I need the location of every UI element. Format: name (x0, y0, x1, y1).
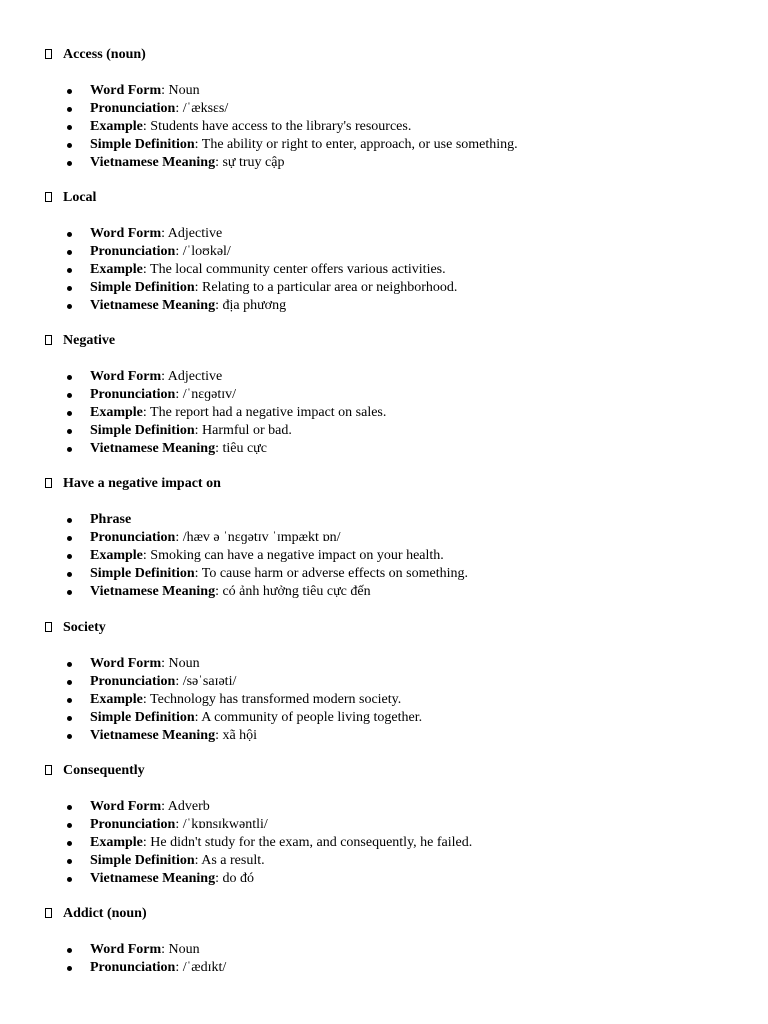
list-item-text (90, 279, 457, 297)
entry-heading-text: Society (63, 620, 106, 635)
item-value: Noun (168, 942, 200, 957)
bullet-icon (67, 375, 72, 380)
item-value: xã hội (222, 728, 258, 743)
item-separator: : (142, 835, 151, 850)
bullet-icon (67, 143, 72, 148)
list-item (0, 834, 768, 852)
bullet-icon (67, 411, 72, 416)
bullet-icon (67, 518, 72, 523)
item-value: có ảnh hưởng tiêu cực đến (222, 584, 371, 599)
item-separator: : (215, 584, 223, 599)
list-item (0, 404, 768, 422)
item-separator: : (194, 280, 203, 295)
list-item (0, 386, 768, 404)
item-label: Vietnamese Meaning (90, 155, 216, 170)
item-label: Word Form (90, 942, 162, 957)
list-item-text (90, 154, 284, 172)
item-value: /ˈloʊkəl/ (182, 244, 231, 259)
list-item (0, 118, 768, 136)
list-item (0, 511, 768, 529)
missing-glyph-icon (45, 335, 52, 345)
list-item-text (90, 100, 228, 118)
item-value: As a result. (201, 853, 265, 868)
entry-bullet-list (0, 941, 768, 977)
entry-bullet-list (0, 368, 768, 458)
list-item-text (90, 834, 472, 852)
bullet-icon (67, 716, 72, 721)
item-separator: : (175, 674, 183, 689)
bullet-icon (67, 268, 72, 273)
list-item-text (90, 511, 131, 529)
item-separator: : (142, 262, 151, 277)
bullet-icon (67, 429, 72, 434)
bullet-icon (67, 662, 72, 667)
item-label: Pronunciation (90, 387, 176, 402)
list-item (0, 709, 768, 727)
item-value: sự truy cập (222, 155, 285, 170)
item-value: /ˈædɪkt/ (182, 960, 227, 975)
item-value: Adjective (167, 369, 223, 384)
item-label: Pronunciation (90, 530, 176, 545)
bullet-icon (67, 680, 72, 685)
item-label: Word Form (90, 83, 162, 98)
entry-heading (45, 189, 96, 207)
list-item-text (90, 709, 422, 727)
item-label: Simple Definition (90, 710, 195, 725)
item-separator: : (175, 960, 183, 975)
missing-glyph-icon (45, 192, 52, 202)
list-item (0, 941, 768, 959)
item-label: Example (90, 692, 143, 707)
item-label: Vietnamese Meaning (90, 298, 216, 313)
entry-bullet-list (0, 511, 768, 601)
bullet-icon (67, 393, 72, 398)
item-value: To cause harm or adverse effects on something. (201, 566, 468, 581)
item-label: Phrase (90, 512, 132, 527)
item-label: Example (90, 405, 143, 420)
list-item-text (90, 727, 257, 745)
bullet-icon (67, 232, 72, 237)
list-item-text (90, 583, 371, 601)
missing-glyph-icon (45, 478, 52, 488)
item-separator: : (194, 853, 202, 868)
entry-bullet-list (0, 82, 768, 172)
item-separator: : (194, 710, 202, 725)
list-item (0, 870, 768, 888)
list-item (0, 82, 768, 100)
item-label: Word Form (90, 226, 162, 241)
list-item (0, 529, 768, 547)
list-item (0, 100, 768, 118)
item-separator: : (142, 119, 151, 134)
item-separator: : (175, 244, 183, 259)
bullet-icon (67, 948, 72, 953)
list-item (0, 440, 768, 458)
entry-heading-text: Access (noun) (63, 47, 146, 62)
item-separator: : (142, 405, 151, 420)
missing-glyph-icon (45, 49, 52, 59)
item-value: /səˈsaɪəti/ (182, 674, 237, 689)
list-item (0, 547, 768, 565)
bullet-icon (67, 698, 72, 703)
entry-bullet-list (0, 655, 768, 745)
bullet-icon (67, 823, 72, 828)
list-item (0, 136, 768, 154)
list-item-text (90, 404, 386, 422)
item-label: Simple Definition (90, 566, 195, 581)
item-value: Relating to a particular area or neighborhood. (202, 280, 458, 295)
list-item-text (90, 959, 226, 977)
entry-heading-text: Have a negative impact on (63, 476, 221, 491)
list-item-text (90, 118, 411, 136)
list-item-text (90, 386, 236, 404)
item-label: Example (90, 262, 143, 277)
entry-heading (45, 46, 146, 64)
item-label: Pronunciation (90, 244, 176, 259)
item-label: Vietnamese Meaning (90, 871, 216, 886)
list-item (0, 655, 768, 673)
item-label: Simple Definition (90, 423, 195, 438)
entry-heading-text: Consequently (63, 763, 145, 778)
entry-bullet-list (0, 798, 768, 888)
item-separator: : (142, 548, 151, 563)
item-value: do đó (222, 871, 254, 886)
list-item (0, 297, 768, 315)
list-item-text (90, 852, 265, 870)
list-item (0, 368, 768, 386)
list-item (0, 673, 768, 691)
bullet-icon (67, 125, 72, 130)
item-separator: : (215, 155, 223, 170)
bullet-icon (67, 966, 72, 971)
item-label: Pronunciation (90, 101, 176, 116)
list-item-text (90, 816, 268, 834)
item-value: Students have access to the library's resources. (150, 119, 412, 134)
list-item (0, 798, 768, 816)
item-separator: : (161, 799, 168, 814)
item-label: Pronunciation (90, 817, 176, 832)
list-item (0, 565, 768, 583)
entry-heading (45, 475, 221, 493)
item-separator: : (215, 728, 223, 743)
item-label: Word Form (90, 656, 162, 671)
bullet-icon (67, 734, 72, 739)
list-item (0, 583, 768, 601)
bullet-icon (67, 590, 72, 595)
item-value: tiêu cực (222, 441, 267, 456)
list-item (0, 959, 768, 977)
item-separator: : (161, 656, 169, 671)
bullet-icon (67, 286, 72, 291)
item-label: Pronunciation (90, 674, 176, 689)
entry-heading-text: Negative (63, 333, 116, 348)
list-item-text (90, 798, 210, 816)
item-value: Noun (168, 83, 200, 98)
list-item-text (90, 870, 254, 888)
item-value: He didn't study for the exam, and consequently, he failed. (150, 835, 473, 850)
list-item-text (90, 941, 200, 959)
item-label: Simple Definition (90, 280, 195, 295)
list-item-text (90, 655, 200, 673)
bullet-icon (67, 859, 72, 864)
bullet-icon (67, 107, 72, 112)
bullet-icon (67, 447, 72, 452)
item-separator: : (142, 692, 151, 707)
item-label: Example (90, 835, 143, 850)
item-label: Simple Definition (90, 853, 195, 868)
item-value: The report had a negative impact on sales. (150, 405, 387, 420)
entry-heading (45, 905, 147, 923)
item-separator: : (175, 530, 183, 545)
item-value: địa phương (222, 298, 287, 313)
item-value: A community of people living together. (201, 710, 423, 725)
entry-heading (45, 762, 145, 780)
missing-glyph-icon (45, 908, 52, 918)
item-value: Adverb (167, 799, 210, 814)
bullet-icon (67, 161, 72, 166)
bullet-icon (67, 536, 72, 541)
missing-glyph-icon (45, 765, 52, 775)
bullet-icon (67, 304, 72, 309)
item-separator: : (161, 942, 169, 957)
list-item-text (90, 422, 292, 440)
list-item (0, 852, 768, 870)
bullet-icon (67, 250, 72, 255)
item-separator: : (161, 83, 169, 98)
missing-glyph-icon (45, 622, 52, 632)
bullet-icon (67, 805, 72, 810)
item-value: /hæv ə ˈnɛɡətɪv ˈɪmpækt ɒn/ (182, 530, 341, 545)
list-item-text (90, 547, 444, 565)
item-value: /ˈnɛɡətɪv/ (182, 387, 237, 402)
item-separator: : (194, 566, 202, 581)
item-separator: : (175, 387, 183, 402)
item-label: Simple Definition (90, 137, 195, 152)
list-item (0, 243, 768, 261)
list-item-text (90, 82, 200, 100)
entry-heading-text: Addict (noun) (63, 906, 147, 921)
item-separator: : (175, 817, 183, 832)
bullet-icon (67, 554, 72, 559)
item-value: Smoking can have a negative impact on your health. (150, 548, 444, 563)
item-label: Vietnamese Meaning (90, 728, 216, 743)
item-value: The ability or right to enter, approach, or use something. (201, 137, 518, 152)
bullet-icon (67, 841, 72, 846)
item-label: Example (90, 548, 143, 563)
list-item (0, 261, 768, 279)
item-separator: : (215, 871, 223, 886)
item-value: Noun (168, 656, 200, 671)
list-item-text (90, 440, 267, 458)
list-item-text (90, 261, 446, 279)
list-item (0, 154, 768, 172)
item-value: Adjective (167, 226, 223, 241)
item-value: Technology has transformed modern society. (150, 692, 402, 707)
bullet-icon (67, 89, 72, 94)
item-separator: : (194, 137, 202, 152)
item-label: Word Form (90, 799, 162, 814)
item-label: Vietnamese Meaning (90, 584, 216, 599)
item-separator: : (215, 298, 223, 313)
list-item-text (90, 368, 222, 386)
item-label: Pronunciation (90, 960, 176, 975)
list-item-text (90, 243, 231, 261)
list-item (0, 691, 768, 709)
item-separator: : (194, 423, 203, 438)
item-label: Vietnamese Meaning (90, 441, 216, 456)
item-separator: : (175, 101, 183, 116)
list-item (0, 816, 768, 834)
entry-bullet-list (0, 225, 768, 315)
list-item (0, 422, 768, 440)
item-label: Word Form (90, 369, 162, 384)
item-value: /ˈæksɛs/ (182, 101, 229, 116)
list-item-text (90, 297, 286, 315)
item-separator: : (215, 441, 223, 456)
bullet-icon (67, 572, 72, 577)
item-separator: : (161, 369, 168, 384)
list-item-text (90, 565, 468, 583)
list-item-text (90, 529, 341, 547)
item-value: Harmful or bad. (202, 423, 292, 438)
entry-heading-text: Local (63, 190, 97, 205)
bullet-icon (67, 877, 72, 882)
entry-heading (45, 619, 106, 637)
item-value: The local community center offers various activities. (150, 262, 446, 277)
item-label: Example (90, 119, 143, 134)
list-item-text (90, 673, 236, 691)
list-item-text (90, 225, 222, 243)
entry-heading (45, 332, 115, 350)
list-item (0, 279, 768, 297)
item-separator: : (161, 226, 168, 241)
list-item (0, 225, 768, 243)
list-item (0, 727, 768, 745)
list-item-text (90, 691, 401, 709)
item-value: /ˈkɒnsɪkwəntli/ (182, 817, 268, 832)
list-item-text (90, 136, 518, 154)
